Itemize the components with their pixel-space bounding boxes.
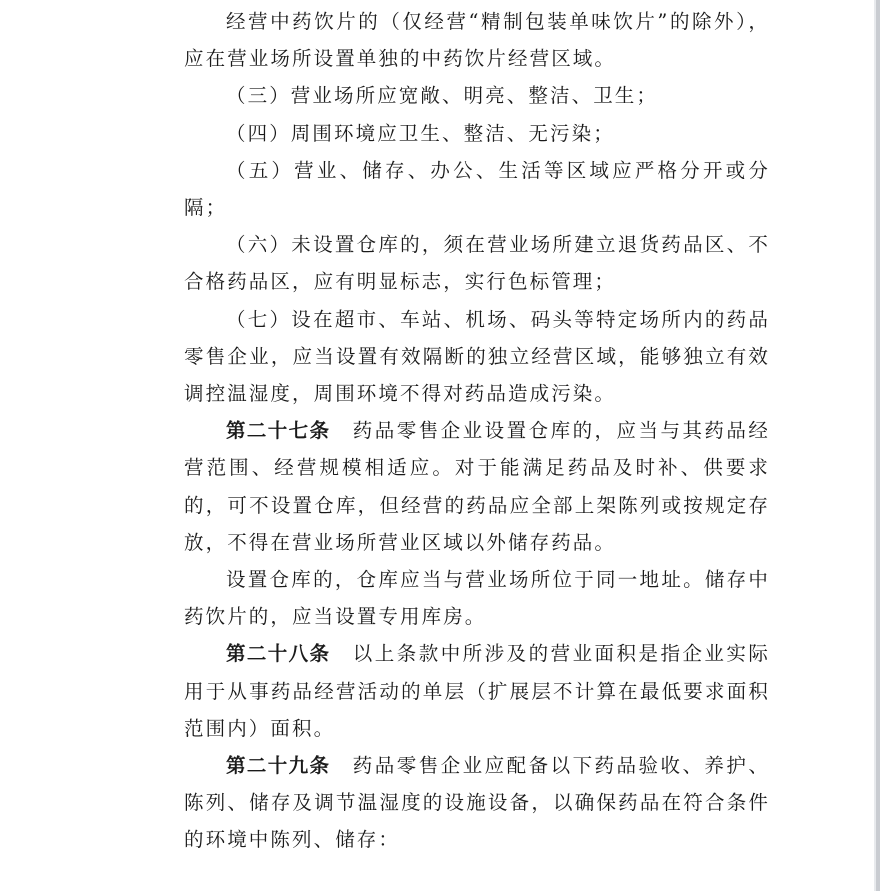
paragraph-item-4: （四）周围环境应卫生、整洁、无污染； [226,121,615,145]
article-27-text: 药品零售企业设置仓库的，应当与其药品经营范围、经营规模相适应。对于能满足药品及时补、供要求的，可不设置仓库，但经营的药品应全部上架陈列或按规定存放，不得在营业场所营业区域以外储存药品。 [184,419,770,554]
article-28 [184,635,770,747]
article-29-title: 第二十九条 [226,754,331,778]
paragraph-item-6: （六）未设置仓库的，须在营业场所建立退货药品区、不合格药品区，应有明显标志，实行色标管理； [184,233,770,294]
article-27 [184,412,770,561]
article-28-text: 以上条款中所涉及的营业面积是指企业实际用于从事药品经营活动的单层（扩展层不计算在最低要求面积范围内）面积。 [184,642,770,740]
paragraph-herbal-pieces-area: 经营中药饮片的（仅经营“精制包装单味饮片”的除外），应在营业场所设置单独的中药饮片经营区域。 [184,10,770,71]
paragraph-item-7: （七）设在超市、车站、机场、码头等特定场所内的药品零售企业，应当设置有效隔断的独立经营区域，能够独立有效调控温湿度，周围环境不得对药品造成污染。 [184,307,770,406]
paragraph-item-3: （三）营业场所应宽敞、明亮、整洁、卫生； [226,84,659,108]
article-27-paragraph-2: 设置仓库的，仓库应当与营业场所位于同一地址。储存中药饮片的，应当设置专用库房。 [184,568,770,629]
article-29 [184,747,770,859]
paragraph-item-5: （五）营业、储存、办公、生活等区域应严格分开或分隔； [184,158,770,220]
article-29-text: 药品零售企业应配备以下药品验收、养护、陈列、储存及调节温湿度的设施设备，以确保药品在符合条件的环境中陈列、储存： [184,754,770,852]
page-edge [876,0,880,891]
article-27-title: 第二十七条 [226,419,331,443]
document-page [184,3,770,859]
article-28-title: 第二十八条 [226,642,331,666]
